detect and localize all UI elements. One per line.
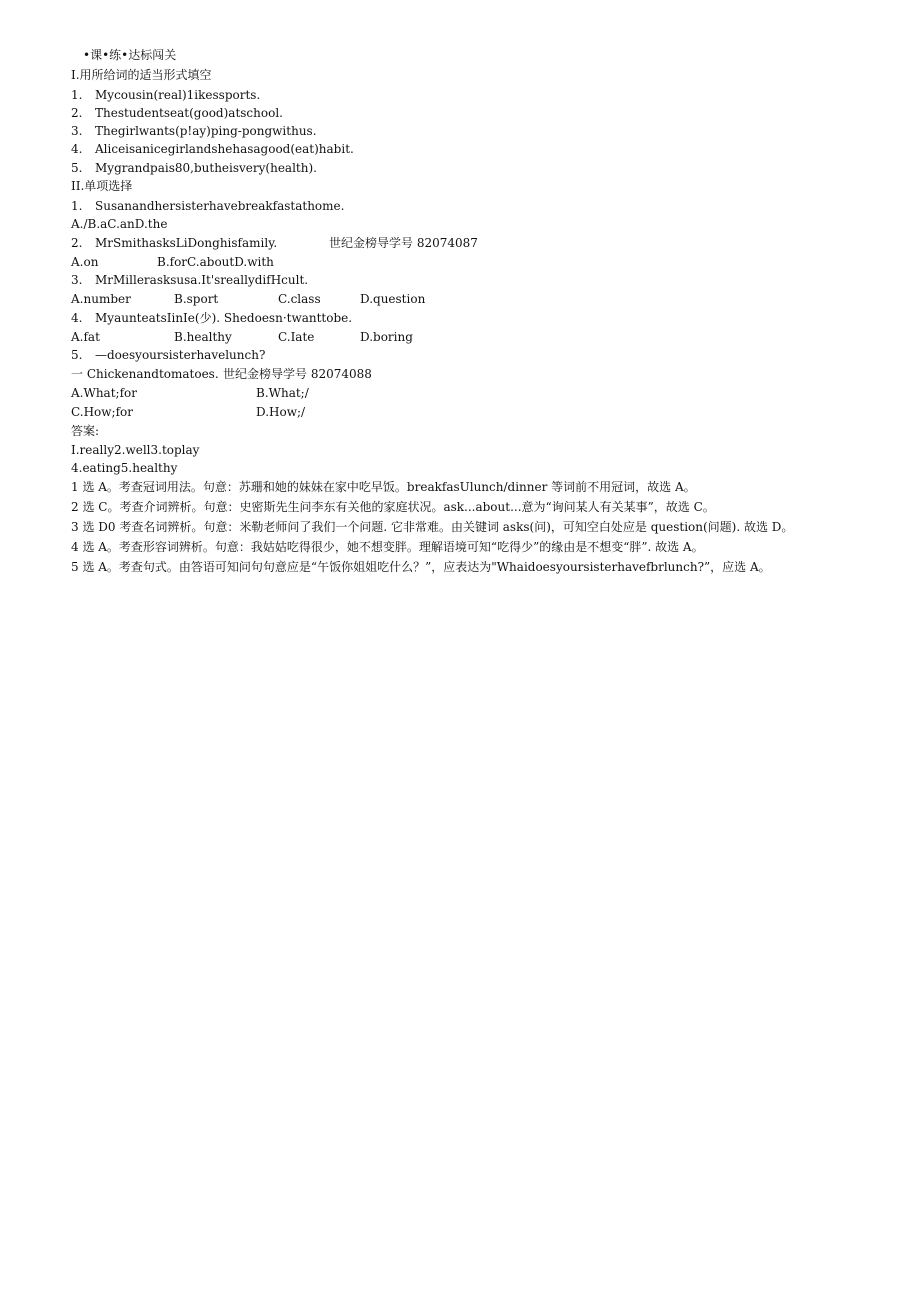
choice-question-4 <box>71 310 352 326</box>
explanation-2: 2 选 C。考查介词辨析。句意：史密斯先生问李东有关他的家庭状况。ask...about...意为“询问某人有关某事”，故选 C。 <box>71 500 715 514</box>
question-5-reply: 一 Chickenandtomatoes. <box>71 367 219 381</box>
question-number: 2. <box>71 236 83 250</box>
question-number: 4. <box>71 311 83 325</box>
answers-line-2: 4.eating5.healthy <box>71 461 178 475</box>
question-2-option-a: A.on <box>71 255 99 269</box>
explanation-5: 5 选 A。考查句式。由答语可知问句句意应是“午饭你姐姐吃什么？”，应表达为"Whaidoesyoursisterhavefbrlunch?”，应选 A。 <box>71 560 771 574</box>
item-text: Thegirlwants(p!ay)ping-pongwithus. <box>95 124 317 138</box>
item-number: 3. <box>71 124 83 138</box>
item-number: 1. <box>71 88 83 102</box>
question-text: MrMillerasksusa.It'sreallydifHcult. <box>95 273 309 287</box>
fill-item-5 <box>71 160 317 176</box>
explanation-4: 4 选 A。考查形容词辨析。句意：我姑姑吃得很少，她不想变胖。理解语境可知“吃得少”的缘由是不想变“胖”. 故选 A。 <box>71 540 704 554</box>
question-4-option-a: A.fat <box>71 330 100 344</box>
question-2-reference-number: 世纪金榜导学号 82074087 <box>329 236 478 250</box>
question-number: 5. <box>71 348 83 362</box>
answers-title: 答案: <box>71 424 100 438</box>
question-3-option-a: A.number <box>71 292 131 306</box>
question-4-option-c: C.Iate <box>278 330 315 344</box>
item-text: Thestudentseat(good)atschool. <box>95 106 283 120</box>
question-4-option-b: B.healthy <box>174 330 232 344</box>
question-text: Susanandhersisterhavebreakfastathome. <box>95 199 345 213</box>
question-5-option-a: A.What;for <box>71 386 137 400</box>
choice-question-3 <box>71 272 308 288</box>
question-number: 3. <box>71 273 83 287</box>
question-2-options-bcd: B.forC.aboutD.with <box>157 255 274 269</box>
fill-item-3 <box>71 123 317 139</box>
section1-title: I.用所给词的适当形式填空 <box>71 68 212 82</box>
question-3-option-d: D.question <box>360 292 426 306</box>
question-1-options: A./B.aC.anD.the <box>71 217 168 231</box>
question-text: —doesyoursisterhavelunch? <box>95 348 266 362</box>
fill-item-4 <box>71 141 354 157</box>
item-number: 2. <box>71 106 83 120</box>
fill-item-1 <box>71 87 260 103</box>
explanation-3: 3 选 D0 考查名词辨析。句意：米勒老师问了我们一个问题. 它非常难。由关键词 asks(问)，可知空白处应是 question(问题). 故选 D。 <box>71 520 794 534</box>
question-5-option-d: D.How;/ <box>256 405 306 419</box>
choice-question-5 <box>71 347 265 363</box>
section-header: •课•练•达标闯关 <box>83 48 177 62</box>
item-text: Mygrandpais80,butheisvery(health). <box>95 161 317 175</box>
section2-title: II.单项选择 <box>71 179 133 193</box>
question-4-option-d: D.boring <box>360 330 413 344</box>
item-number: 4. <box>71 142 83 156</box>
question-5-reference-number: 世纪金榜导学号 82074088 <box>223 367 372 381</box>
choice-question-2 <box>71 235 277 251</box>
explanation-1: 1 选 A。考查冠词用法。句意：苏珊和她的妹妹在家中吃早饭。breakfasUlunch/dinner 等词前不用冠词，故选 A。 <box>71 480 696 494</box>
question-5-option-b: B.What;/ <box>256 386 309 400</box>
question-3-option-b: B.sport <box>174 292 219 306</box>
fill-item-2 <box>71 105 283 121</box>
question-number: 1. <box>71 199 83 213</box>
choice-question-1 <box>71 198 344 214</box>
item-number: 5. <box>71 161 83 175</box>
question-5-option-c: C.How;for <box>71 405 133 419</box>
item-text: Aliceisanicegirlandshehasagood(eat)habit. <box>95 142 354 156</box>
question-3-option-c: C.class <box>278 292 321 306</box>
question-text: MrSmithasksLiDonghisfamily. <box>95 236 278 250</box>
answers-line-1: I.really2.well3.toplay <box>71 443 200 457</box>
question-text: MyaunteatsIinIe(少). Shedoesn·twanttobe. <box>95 311 353 325</box>
item-text: Mycousin(real)1ikessports. <box>95 88 261 102</box>
